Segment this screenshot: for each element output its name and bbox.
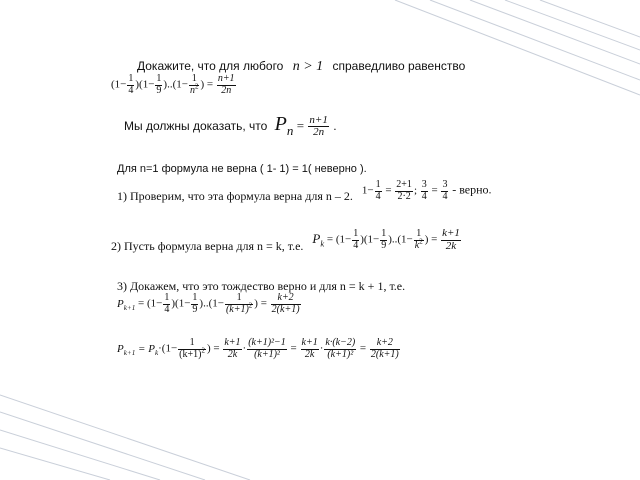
base-note: Для n=1 формула не верна ( 1- 1) = 1( неверно ). [117,163,367,175]
fraction: $\frac{1}{4}$ [128,73,134,96]
goal-p: $P_n$ [274,113,294,138]
fraction: $\frac{1}{(k+1)^2}$ [225,292,253,315]
step1-line: 1) Проверим, что эта формула верна для n – 2. 1− $\frac{1}{4}$ = $\frac{2+1}{2\cdot 2}$ ; $\frac{3}{4}$ = $\frac{3}{4}$ - верно. [117,179,492,203]
step3-formula-1: $P_{k+1} = (1-$ $\frac{1}{4}$ )(1− $\frac{1}{9}$ )..(1− $\frac{1}{(k+1)^2}$ ) = $\frac{k+2}{2(k+1)}$ [117,292,300,315]
fraction: $\frac{k+2}{2(k+1)}$ [271,292,300,315]
goal-line: Мы должны доказать, что $P_n$ = $\frac{n+1}{2n}$ . [124,113,337,139]
fraction: $\frac{3}{4}$ [442,179,448,202]
fraction: $\frac{n+1}{2n}$ [217,73,235,96]
fraction: $\frac{3}{4}$ [421,179,427,202]
step2-line: 2) Пусть формула верна для n = k, т.е. $P_k = (1-$ $\frac{1}{4}$ )(1− $\frac{1}{9}$ )..(1− $\frac{1}{k^2}$ ) = $\frac{k+1}{2k}$ [111,227,460,253]
step3-text: 3) Докажем, что это тождество верно и для n = k + 1, т.е. [117,279,406,293]
fraction: $\frac{2+1}{2\cdot 2}$ [396,179,412,202]
fraction: $\frac{1}{4}$ [375,179,381,202]
statement-formula: (1− $\frac{1}{4}$ )(1− $\frac{1}{9}$ )..(1− $\frac{1}{n^2}$ ) = $\frac{n+1}{2n}$ [111,73,235,96]
statement-prefix: Докажите, что для любого [137,59,284,73]
fraction: $\frac{\text{(k+1)²−1}}{\text{(k+1)²}}$ [248,337,286,360]
fraction: $\frac{1}{9}$ [156,73,162,96]
fraction: $\frac{1}{4}$ [164,292,170,315]
statement-line [137,60,465,74]
fraction: $\frac{k+1}{2k}$ [224,337,241,360]
fraction: $\frac{1}{4}$ [353,228,359,251]
goal-text: Мы должны доказать, что [124,119,268,133]
fraction: $\frac{k+1}{2k}$ [442,227,460,252]
fraction: $\frac{n+1}{2n}$ [309,113,328,139]
statement-suffix: справедливо равенство [332,59,466,73]
fraction: $\frac{1}{n^2}$ [189,73,199,96]
fraction: $\frac{1}{k^2}$ [414,228,423,251]
step3-formula-2: $P_{k+1} = P_k\cdot(1-$ $\frac{1}{(k+1)^2}$ ) = $\frac{k+1}{2k}$ · $\frac{\text{(k+1)²−1}}{\text{(k+1)²}}$ = $\frac{k+1}{2k}$ · $\frac{k\cdot(k-2)}{\text{(k+1)²}}$ = $\frac{k+2}{2(k+1)}$ [117,337,399,360]
statement-condition: n > 1 [292,59,324,74]
fraction: $\frac{k\cdot(k-2)}{\text{(k+1)²}}$ [325,337,356,360]
fraction: $\frac{1}{9}$ [381,228,387,251]
fraction: $\frac{1}{9}$ [192,292,198,315]
fraction: $\frac{1}{(k+1)^2}$ [179,337,205,360]
fraction: $\frac{k+1}{2k}$ [301,337,318,360]
fraction: $\frac{k+2}{2(k+1)}$ [370,337,399,360]
step1-verdict: - верно. [452,182,492,197]
step1-text: 1) Проверим, что эта формула верна для n – 2. [117,189,353,203]
step2-text: 2) Пусть формула верна для n = k, т.е. [111,239,304,253]
